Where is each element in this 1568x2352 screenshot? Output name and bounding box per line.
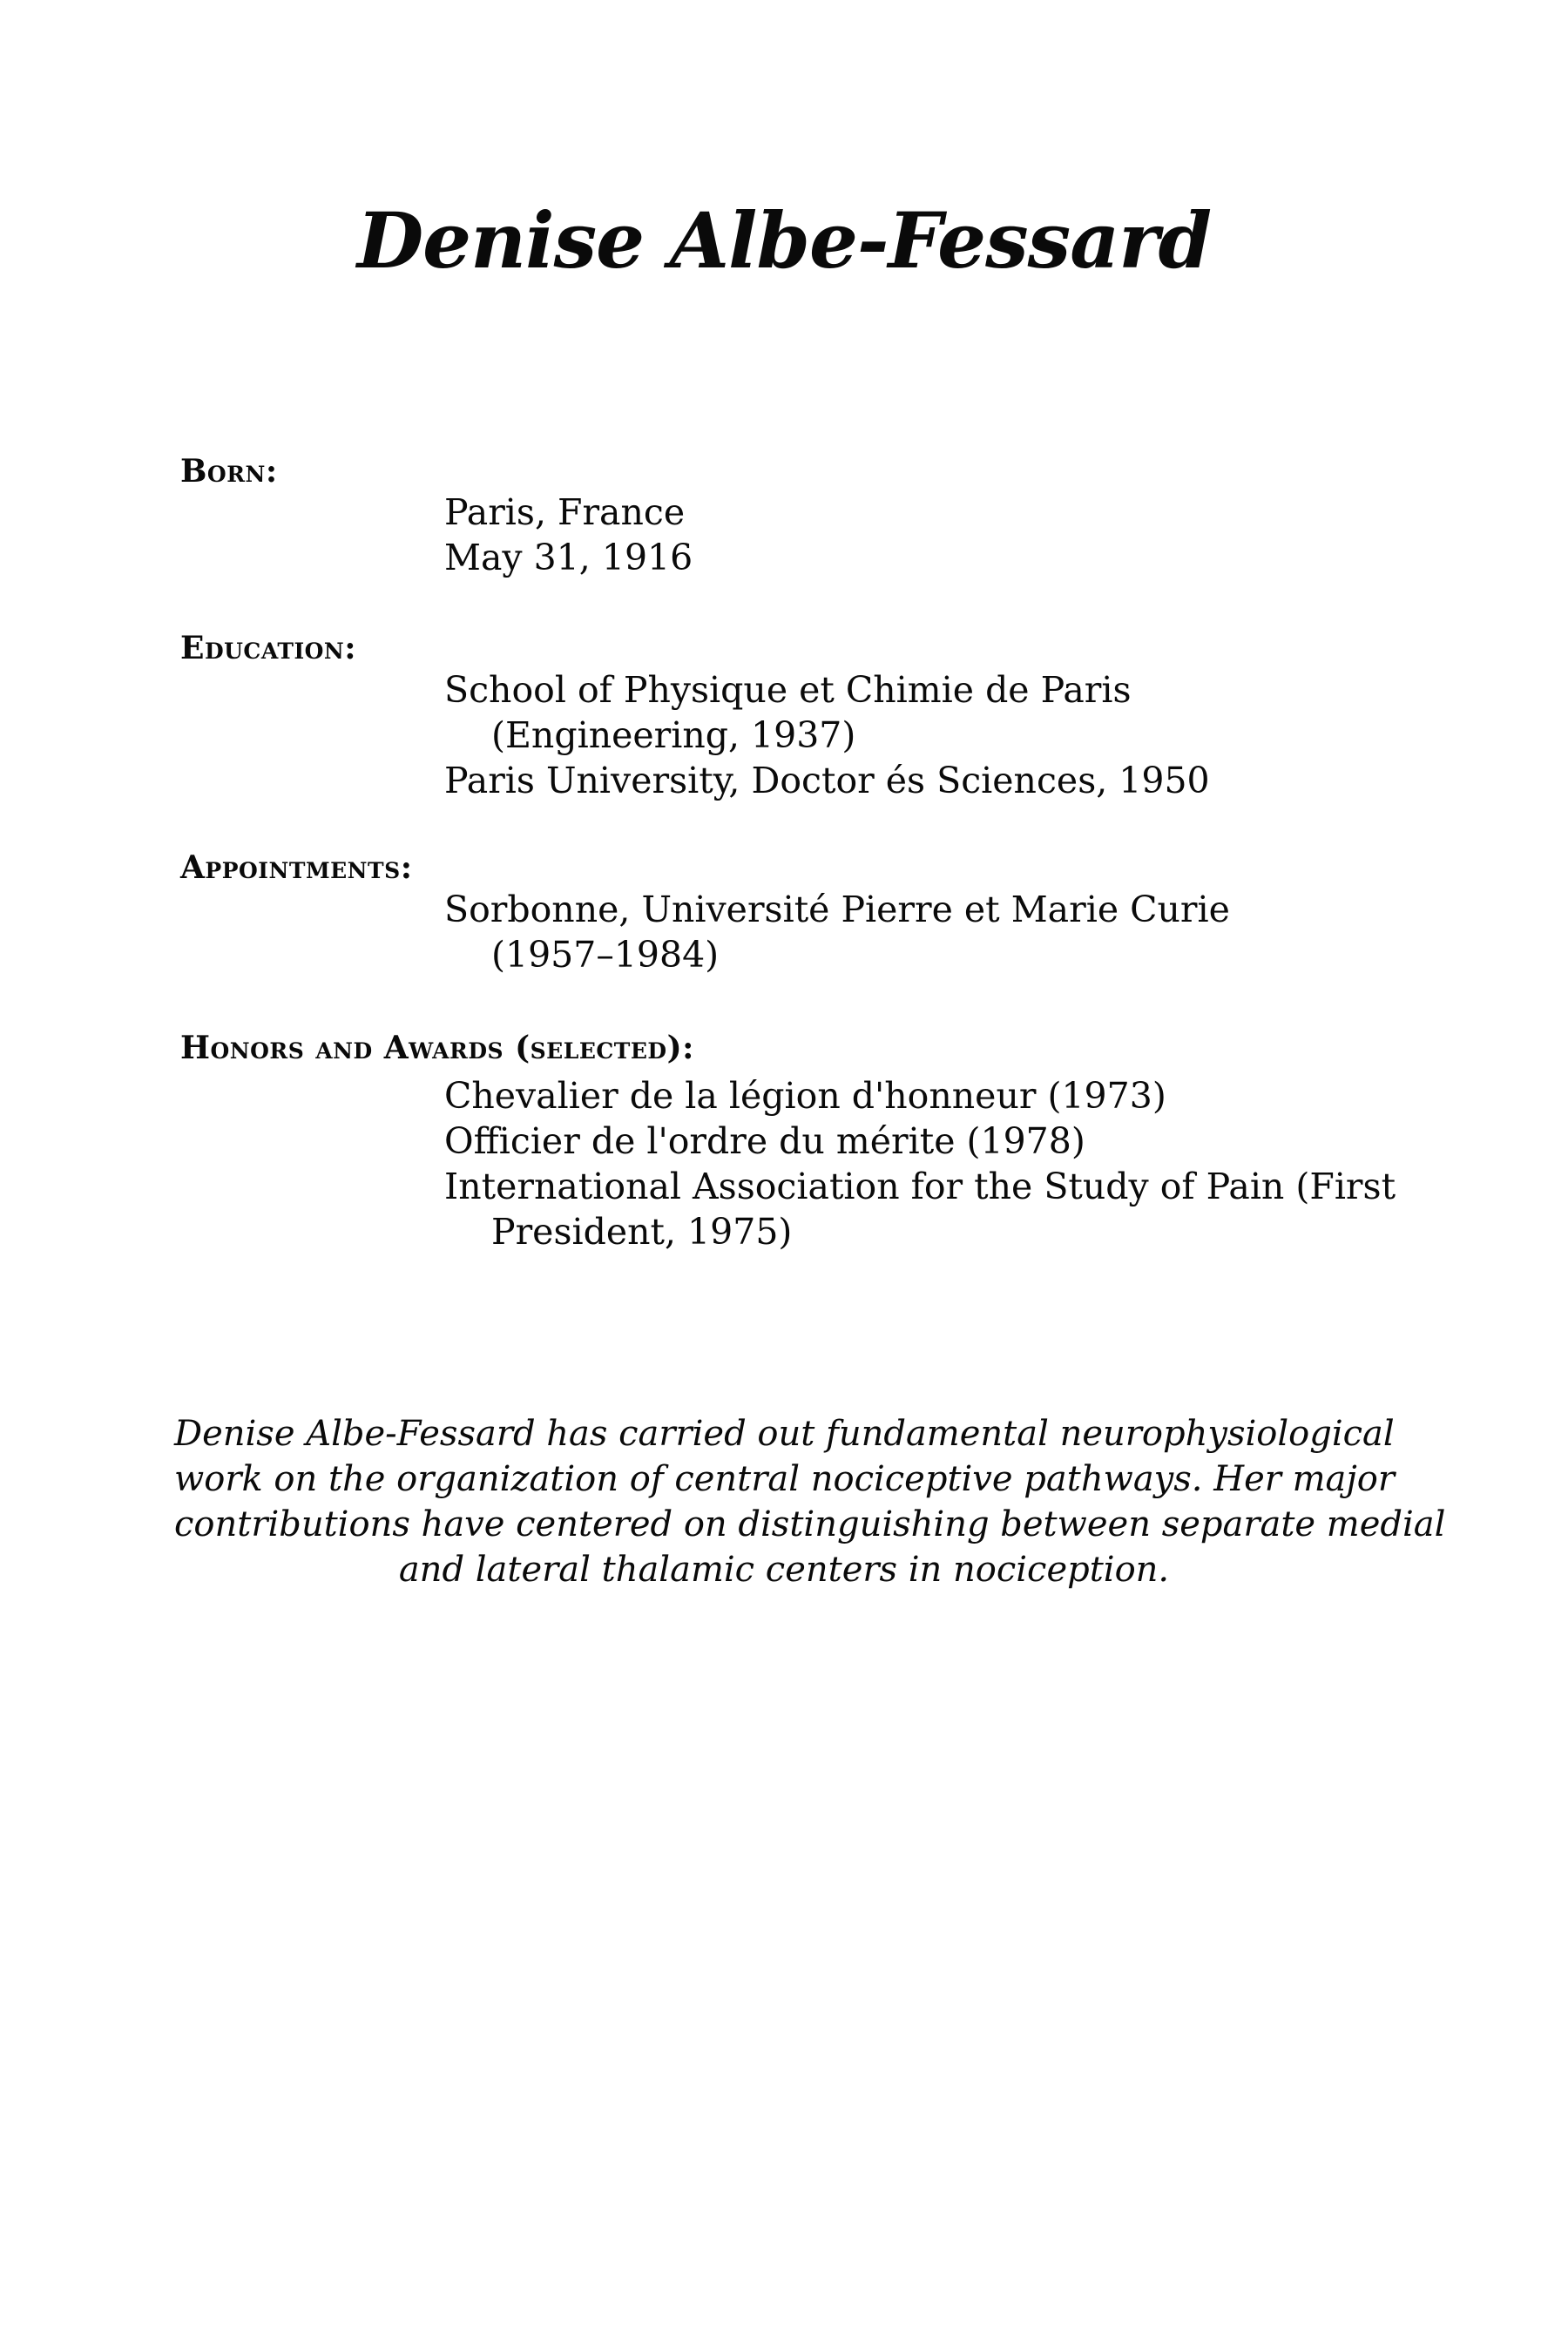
honors-line: Officier de l'ordre du mérite (1978) xyxy=(444,1120,1085,1162)
education-line: (Engineering, 1937) xyxy=(491,714,856,756)
appointments-heading: Appointments: xyxy=(180,849,413,886)
appointments-line: Sorbonne, Université Pierre et Marie Curie xyxy=(444,889,1230,930)
summary-line: work on the organization of central nociceptive pathways. Her major xyxy=(174,1459,1395,1499)
page-title: Denise Albe-Fessard xyxy=(356,195,1212,286)
summary-paragraph xyxy=(174,1411,1446,1592)
born-date: May 31, 1916 xyxy=(444,537,693,578)
honors-line: President, 1975) xyxy=(491,1211,793,1253)
education-heading: Education: xyxy=(180,630,357,666)
honors-heading: Honors and Awards (selected): xyxy=(180,1030,694,1066)
summary-line: contributions have centered on distinguishing between separate medial xyxy=(174,1504,1446,1544)
education-line: Paris University, Doctor és Sciences, 1950 xyxy=(444,760,1210,801)
summary-line: and lateral thalamic centers in nociception. xyxy=(398,1550,1170,1590)
honors-line: Chevalier de la légion d'honneur (1973) xyxy=(444,1075,1166,1117)
appointments-line: (1957–1984) xyxy=(491,934,720,976)
education-line: School of Physique et Chimie de Paris xyxy=(444,669,1132,711)
born-heading: Born: xyxy=(180,453,278,490)
honors-line: International Association for the Study of Pain (First xyxy=(444,1166,1396,1207)
born-place: Paris, France xyxy=(444,491,686,533)
summary-line: Denise Albe-Fessard has carried out fundamental neurophysiological xyxy=(174,1414,1395,1454)
